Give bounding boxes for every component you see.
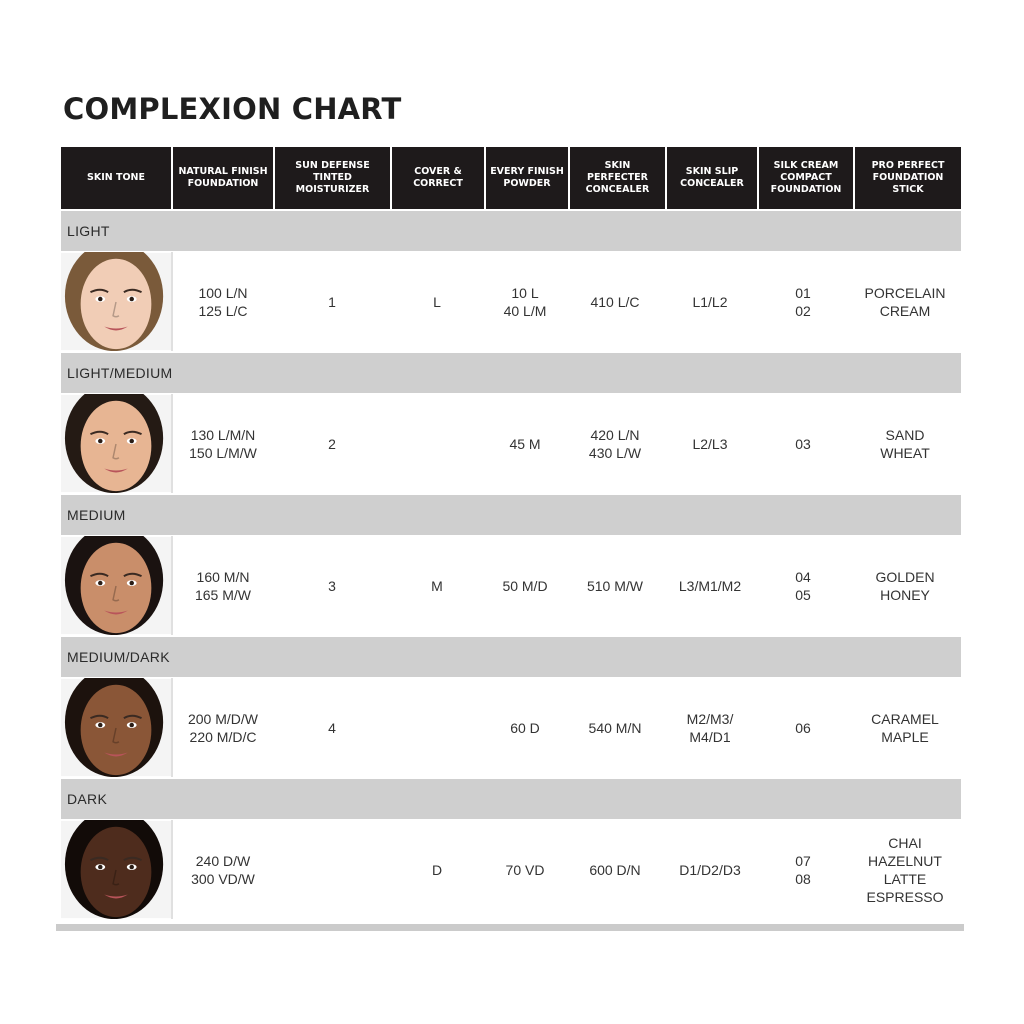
cell-natural-finish-foundation: 200 M/D/W 220 M/D/C (187, 710, 258, 745)
header-pro-perfect-foundation-stick: PRO PERFECT FOUNDATION STICK (855, 147, 961, 209)
cell-natural-finish-foundation: 240 D/W 300 VD/W (191, 852, 255, 887)
cell-every-finish-powder: 10 L 40 L/M (503, 284, 547, 319)
cell-sun-defense-tinted-moisturizer: 3 (328, 577, 336, 594)
cell-every-finish-powder: 70 VD (505, 861, 545, 878)
page-title: COMPLEXION CHART (63, 92, 402, 126)
cell-silk-cream-compact-foundation: 03 (795, 435, 811, 452)
cell-skin-slip-concealer: M2/M3/ M4/D1 (686, 710, 734, 745)
table-row (61, 394, 961, 493)
cell-pro-perfect-foundation-stick: SAND WHEAT (880, 426, 930, 461)
table-header-row (61, 147, 961, 209)
section-band-dark: DARK (61, 779, 961, 819)
cell-skin-perfecter-concealer: 510 M/W (586, 577, 643, 594)
cell-cover-correct (391, 394, 483, 493)
cell-every-finish-powder: 45 M (509, 435, 541, 452)
cell-sun-defense-tinted-moisturizer: 1 (328, 293, 336, 310)
header-skin-slip-concealer: SKIN SLIP CONCEALER (667, 147, 757, 209)
cell-pro-perfect-foundation-stick: CARAMEL MAPLE (871, 710, 939, 745)
cell-sun-defense-tinted-moisturizer: 4 (328, 719, 336, 736)
header-skin-tone: SKIN TONE (61, 147, 171, 209)
cell-natural-finish-foundation: 100 L/N 125 L/C (198, 284, 248, 319)
cell-pro-perfect-foundation-stick: GOLDEN HONEY (875, 568, 935, 603)
cell-silk-cream-compact-foundation: 07 08 (795, 852, 811, 887)
cell-cover-correct: L (433, 293, 441, 310)
section-band-medium-dark: MEDIUM/DARK (61, 637, 961, 677)
cell-sun-defense-tinted-moisturizer (273, 820, 391, 919)
cell-every-finish-powder: 50 M/D (502, 577, 548, 594)
header-every-finish-powder: EVERY FINISH POWDER (486, 147, 568, 209)
cell-silk-cream-compact-foundation: 04 05 (795, 568, 811, 603)
cell-skin-slip-concealer: L2/L3 (692, 435, 728, 452)
table-row (61, 820, 961, 919)
bottom-rule (56, 924, 964, 931)
cell-silk-cream-compact-foundation: 06 (795, 719, 811, 736)
section-band-light-medium: LIGHT/MEDIUM (61, 353, 961, 393)
cell-every-finish-powder: 60 D (510, 719, 540, 736)
cell-skin-slip-concealer: L3/M1/M2 (678, 577, 742, 594)
header-silk-cream-compact-foundation: SILK CREAM COMPACT FOUNDATION (759, 147, 853, 209)
cell-skin-perfecter-concealer: 600 D/N (589, 861, 641, 878)
section-band-medium: MEDIUM (61, 495, 961, 535)
cell-cover-correct: D (431, 861, 443, 878)
cell-skin-slip-concealer: L1/L2 (692, 293, 728, 310)
cell-natural-finish-foundation: 130 L/M/N 150 L/M/W (189, 426, 257, 461)
cell-cover-correct (391, 678, 483, 777)
header-cover-correct: COVER & CORRECT (392, 147, 484, 209)
cell-silk-cream-compact-foundation: 01 02 (795, 284, 811, 319)
cell-skin-perfecter-concealer: 540 M/N (588, 719, 642, 736)
skin-tone-portrait (61, 536, 173, 635)
cell-skin-perfecter-concealer: 410 L/C (590, 293, 640, 310)
table-row (61, 678, 961, 777)
header-skin-perfecter-concealer: SKIN PERFECTER CONCEALER (570, 147, 665, 209)
cell-skin-perfecter-concealer: 420 L/N 430 L/W (588, 426, 642, 461)
complexion-chart-table (61, 147, 961, 919)
header-natural-finish-foundation: NATURAL FINISH FOUNDATION (173, 147, 273, 209)
cell-cover-correct: M (431, 577, 443, 594)
header-sun-defense-tinted-moisturizer: SUN DEFENSE TINTED MOISTURIZER (275, 147, 390, 209)
section-band-light: LIGHT (61, 211, 961, 251)
table-row (61, 252, 961, 351)
table-row (61, 536, 961, 635)
skin-tone-portrait (61, 394, 173, 493)
cell-pro-perfect-foundation-stick: PORCELAIN CREAM (864, 284, 946, 319)
skin-tone-portrait (61, 678, 173, 777)
cell-skin-slip-concealer: D1/D2/D3 (679, 861, 741, 878)
skin-tone-portrait (61, 820, 173, 919)
cell-pro-perfect-foundation-stick: CHAI HAZELNUT LATTE ESPRESSO (866, 834, 944, 905)
skin-tone-portrait (61, 252, 173, 351)
cell-sun-defense-tinted-moisturizer: 2 (328, 435, 336, 452)
cell-natural-finish-foundation: 160 M/N 165 M/W (194, 568, 251, 603)
